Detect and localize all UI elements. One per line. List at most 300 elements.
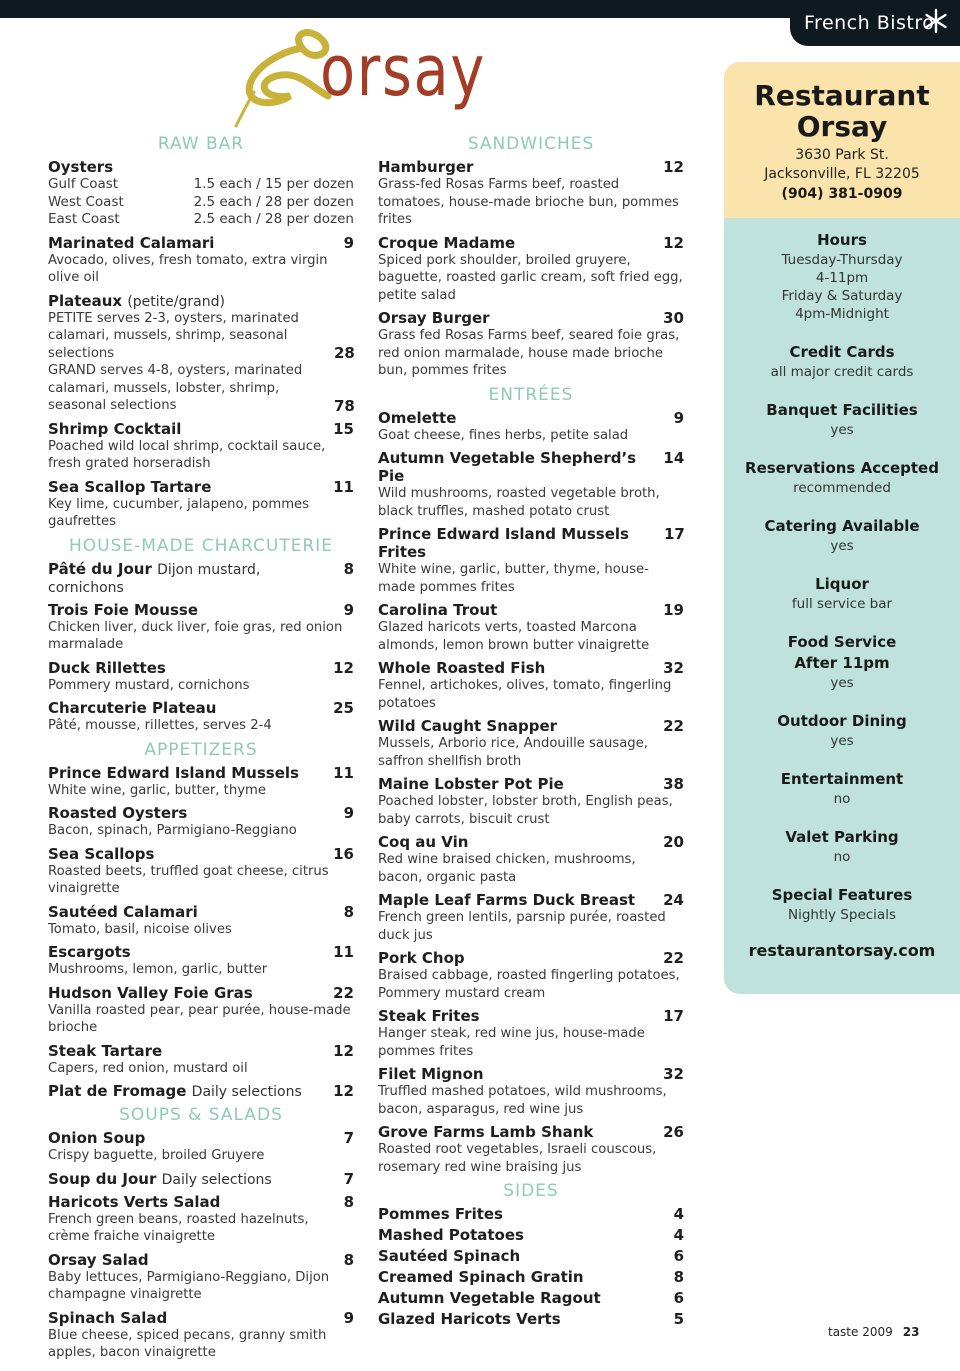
menu-item-name — [48, 158, 113, 176]
menu-item-header — [48, 478, 354, 496]
price-row-label: East Coast — [48, 211, 120, 227]
menu-item — [48, 601, 354, 654]
menu-item-name — [378, 234, 515, 252]
menu-item-price: 11 — [333, 943, 354, 961]
menu-item-header — [48, 699, 354, 717]
menu-item-title: Sea Scallop Tartare — [48, 477, 212, 496]
menu-item-description: Baby lettuces, Parmigiano-Reggiano, Dijon champagne vinaigrette — [48, 1269, 330, 1302]
menu-item-note: Daily selections — [191, 1084, 302, 1100]
menu-item-price: 15 — [333, 419, 354, 438]
menu-item-header — [378, 1226, 684, 1244]
section-title: ENTRÉES — [488, 384, 574, 405]
menu-item-title: Croque Madame — [378, 233, 516, 252]
logo-wordmark: orsay — [320, 30, 486, 112]
menu-item — [48, 1042, 354, 1078]
menu-item-header — [48, 1042, 354, 1060]
address-city: Jacksonville, FL 32205 — [764, 166, 920, 182]
menu-item-price: 9 — [343, 804, 354, 822]
info-block — [724, 458, 960, 497]
menu-item-header — [378, 775, 684, 793]
menu-item-header — [48, 1251, 354, 1269]
menu-item — [48, 845, 354, 898]
menu-item-title: Pommes Frites — [378, 1205, 503, 1223]
menu-item-title: Shrimp Cocktail — [48, 419, 182, 438]
menu-item-price: 9 — [343, 600, 354, 619]
menu-item-title: Roasted Oysters — [48, 804, 188, 822]
info-title: Valet Parking — [785, 828, 899, 846]
info-value: no — [833, 791, 851, 807]
menu-item-description: Avocado, olives, fresh tomato, extra virgin olive oil — [48, 252, 328, 285]
menu-item-title: Charcuterie Plateau — [48, 699, 217, 717]
menu-item-name — [378, 891, 635, 909]
menu-item-price: 12 — [663, 233, 684, 252]
menu-item-header — [378, 891, 684, 909]
menu-item-note: Daily selections — [161, 1171, 272, 1188]
menu-item-price: 14 — [663, 449, 685, 467]
menu-item-name — [378, 1310, 561, 1328]
price-row-value: 1.5 each / 15 per dozen — [193, 176, 354, 192]
info-block — [724, 400, 960, 439]
menu-item-header — [48, 158, 354, 176]
menu-item-header — [378, 158, 684, 176]
menu-item-price: 16 — [333, 844, 354, 863]
menu-item-description: Mushrooms, lemon, garlic, butter — [48, 962, 268, 977]
menu-item-price: 24 — [663, 891, 684, 909]
website-row — [724, 941, 960, 960]
menu-item — [48, 1170, 354, 1188]
menu-item-description: Vanilla roasted pear, pear purée, house-made brioche — [48, 1002, 351, 1035]
menu-item-price: 7 — [343, 1129, 354, 1147]
menu-item — [48, 1309, 354, 1362]
menu-item-header — [48, 984, 354, 1002]
menu-item-price: 4 — [673, 1205, 684, 1223]
menu-item-header — [48, 845, 354, 863]
menu-item-title: Prince Edward Island Mussels — [48, 763, 299, 782]
menu-item-title: Escargots — [48, 943, 131, 961]
menu-item-title: Omelette — [378, 408, 457, 427]
menu-item-description: Red wine braised chicken, mushrooms, bacon, organic pasta — [378, 852, 636, 885]
menu-item-header — [48, 764, 354, 782]
menu-section — [378, 134, 684, 380]
menu-item — [48, 560, 354, 596]
menu-section — [48, 134, 354, 531]
menu-item-title: Coq au Vin — [378, 833, 469, 851]
menu-item-header — [378, 234, 684, 252]
menu-item — [48, 1251, 354, 1304]
menu-item — [378, 309, 684, 380]
section-title: HOUSE-MADE CHARCUTERIE — [68, 535, 334, 556]
section-title: APPETIZERS — [144, 739, 258, 760]
menu-item-description: Chicken liver, duck liver, foie gras, red onion marmalade — [48, 619, 343, 652]
menu-item-price: 17 — [663, 1007, 684, 1025]
menu-item-price: 22 — [333, 983, 354, 1002]
address-street: 3630 Park St. — [795, 147, 889, 163]
menu-item-name — [378, 1065, 484, 1083]
info-title: Reservations Accepted — [745, 459, 939, 477]
menu-item-description: Hanger steak, red wine jus, house-made pommes frites — [378, 1026, 645, 1059]
price-row-label: West Coast — [48, 193, 124, 210]
menu-item-name — [378, 1226, 524, 1244]
menu-item-name — [378, 1007, 480, 1025]
menu-item-price: 11 — [333, 763, 354, 782]
menu-item-description: Grass fed Rosas Farms beef, seared foie gras, red onion marmalade, house made brioche bun, pommes frites — [378, 328, 680, 378]
menu-item-header — [48, 1309, 354, 1327]
info-value: recommended — [793, 480, 891, 496]
menu-item-name — [378, 833, 468, 851]
menu-item-header — [378, 1310, 684, 1328]
page-number: 23 — [902, 1325, 920, 1339]
menu-item — [378, 158, 684, 229]
menu-item-title: Soup du Jour — [48, 1169, 157, 1188]
menu-item-header — [378, 1205, 684, 1223]
menu-item-description: PETITE serves 2-3, oysters, marinated calamari, mussels, shrimp, seasonal selections — [48, 310, 299, 361]
menu-item — [378, 1247, 684, 1265]
page-footer — [828, 1325, 919, 1339]
menu-item-title: Carolina Trout — [378, 601, 498, 619]
menu-item-description: Truffled mashed potatoes, wild mushrooms, bacon, asparagus, red wine jus — [378, 1084, 667, 1117]
price-row-label: Gulf Coast — [48, 176, 119, 192]
menu-item — [48, 984, 354, 1037]
restaurant-header — [724, 62, 960, 218]
menu-item — [48, 234, 354, 287]
restaurant-name-line1: Restaurant — [754, 79, 930, 112]
info-block — [724, 885, 960, 924]
menu-item-title: Orsay Burger — [378, 309, 490, 327]
menu-item-header — [378, 1007, 684, 1025]
info-title: Entertainment — [780, 770, 904, 788]
info-value: full service bar — [791, 596, 893, 612]
menu-item — [378, 1205, 684, 1223]
orsay-logo — [232, 22, 512, 132]
menu-section — [378, 385, 684, 1177]
menu-item-description: Roasted root vegetables, Israeli couscous, rosemary red wine braising jus — [378, 1142, 657, 1175]
price-row-value: 2.5 each / 28 per dozen — [193, 193, 354, 210]
menu-item-price: 6 — [673, 1247, 684, 1265]
menu-item-name — [48, 845, 154, 863]
menu-item-name — [378, 949, 465, 967]
menu-item-title: Glazed Haricots Verts — [378, 1310, 561, 1328]
menu-item-title: Mashed Potatoes — [378, 1226, 524, 1244]
menu-item-price: 26 — [663, 1123, 684, 1141]
menu-item — [378, 1268, 684, 1286]
menu-item-title: Duck Rillettes — [48, 658, 166, 677]
menu-item-header — [48, 903, 354, 921]
menu-item — [48, 1129, 354, 1165]
menu-item-name — [48, 1251, 149, 1269]
menu-item-description: White wine, garlic, butter, thyme — [48, 782, 266, 798]
menu-item-description: Mussels, Arborio rice, Andouille sausage, saffron shellfish broth — [378, 736, 648, 769]
menu-item-header — [378, 309, 684, 327]
menu-item — [378, 449, 684, 520]
menu-item-description: Capers, red onion, mustard oil — [48, 1060, 248, 1076]
menu-item-title: Hudson Valley Foie Gras — [48, 983, 253, 1002]
menu-item-title: Pâté du Jour — [48, 559, 152, 578]
price-row-value: 2.5 each / 28 per dozen — [193, 211, 354, 227]
menu-item-header — [48, 292, 354, 310]
magazine-name: taste 2009 — [828, 1325, 893, 1339]
info-title: Banquet Facilities — [766, 401, 918, 419]
info-value: no — [833, 849, 851, 865]
menu-item — [48, 1193, 354, 1246]
menu-item-price: 19 — [663, 601, 684, 619]
menu-item-description: Bacon, spinach, Parmigiano-Reggiano — [48, 823, 297, 838]
info-value: Nightly Specials — [788, 907, 896, 923]
website-link[interactable]: restaurantorsay.com — [748, 941, 936, 960]
menu-item — [378, 1310, 684, 1328]
menu-item-description: Poached lobster, lobster broth, English peas, baby carrots, biscuit crust — [378, 794, 673, 827]
menu-item — [378, 601, 684, 654]
menu-item-price: 8 — [343, 902, 354, 921]
menu-item-price: 20 — [663, 833, 684, 851]
menu-item — [48, 478, 354, 531]
menu-item-header — [378, 449, 684, 485]
menu-item-price: 38 — [663, 775, 684, 793]
menu-item-name — [378, 158, 473, 176]
menu-item-note: Dijon mustard, cornichons — [48, 561, 261, 596]
info-block — [724, 230, 960, 323]
menu-item-description: White wine, garlic, butter, thyme, house-made pommes frites — [378, 562, 649, 595]
menu-item-description: French green lentils, parsnip purée, roasted duck jus — [378, 910, 666, 943]
menu-item-price: 9 — [343, 233, 354, 252]
menu-item-title: Pork Chop — [378, 949, 465, 967]
menu-item-name — [378, 309, 490, 327]
menu-item-name — [48, 984, 253, 1002]
menu-item-title: Oysters — [48, 158, 114, 176]
menu-item-title: Creamed Spinach Gratin — [378, 1268, 584, 1286]
info-title: Hours — [817, 231, 867, 249]
menu-item-name — [48, 292, 225, 310]
menu-item-name — [48, 420, 181, 438]
menu-item-header — [48, 804, 354, 822]
section-title: SANDWICHES — [467, 134, 595, 154]
price-row — [48, 194, 354, 212]
menu-item-title: Autumn Vegetable Ragout — [378, 1289, 601, 1307]
menu-section — [48, 740, 354, 1101]
info-value: 4pm-Midnight — [795, 306, 889, 322]
info-value: 4-11pm — [815, 270, 869, 286]
menu-item-description: GRAND serves 4-8, oysters, marinated calamari, mussels, lobster, shrimp, seasonal selections — [48, 363, 303, 413]
menu-item-header — [378, 717, 684, 735]
menu-item-price: 12 — [333, 1082, 354, 1100]
menu-item-description: Pâté, mousse, rillettes, serves 2-4 — [48, 718, 272, 733]
menu-item-description: Blue cheese, spiced pecans, granny smith apples, bacon vinaigrette — [48, 1327, 327, 1360]
menu-item-header — [48, 601, 354, 619]
menu-item-name — [48, 1170, 272, 1188]
menu-item-price: 25 — [333, 699, 354, 717]
menu-item-price: 8 — [343, 1192, 354, 1211]
menu-section — [48, 1105, 354, 1362]
menu-item — [378, 717, 684, 770]
menu-item-price: 78 — [334, 396, 355, 415]
menu-item — [378, 409, 684, 445]
menu-item-name — [48, 659, 166, 677]
menu-item-title: Sautéed Spinach — [378, 1247, 521, 1265]
info-block — [724, 711, 960, 750]
priced-description — [48, 310, 354, 363]
menu-item — [378, 1226, 684, 1244]
menu-item-title: Sea Scallops — [48, 844, 155, 863]
category-tab — [790, 0, 960, 46]
menu-item-price: 12 — [333, 658, 354, 677]
menu-item-description: Key lime, cucumber, jalapeno, pommes gaufrettes — [48, 496, 310, 529]
section-title: SIDES — [503, 1181, 559, 1201]
menu-item-title: Prince Edward Island Mussels Frites — [378, 525, 629, 561]
menu-item-description: Goat cheese, fines herbs, petite salad — [378, 427, 629, 443]
menu-item — [378, 949, 684, 1002]
menu-item-price: 8 — [343, 1250, 354, 1269]
menu-item-title: Whole Roasted Fish — [378, 659, 546, 677]
menu-column-left — [48, 134, 354, 1367]
menu-item-title: Marinated Calamari — [48, 233, 215, 252]
menu-item — [378, 525, 684, 596]
menu-item-header — [378, 409, 684, 427]
menu-item-name — [48, 1082, 302, 1100]
info-title: Liquor — [815, 575, 869, 593]
menu-item-name — [378, 525, 664, 561]
menu-item-name — [378, 1268, 584, 1286]
category-label: French Bistro — [804, 12, 935, 34]
menu-item-name — [378, 1205, 503, 1223]
menu-item-header — [378, 1065, 684, 1083]
menu-item — [48, 659, 354, 695]
info-value: Tuesday-Thursday — [781, 252, 903, 268]
menu-item-price: 8 — [343, 559, 354, 578]
menu-item — [378, 775, 684, 828]
menu-item-description: Poached wild local shrimp, cocktail sauce, fresh grated horseradish — [48, 438, 326, 471]
menu-item-name — [378, 1123, 593, 1141]
menu-item-description: Wild mushrooms, roasted vegetable broth, black truffles, mashed potato crust — [378, 486, 660, 519]
menu-item-title: Steak Tartare — [48, 1041, 163, 1060]
menu-item-name — [48, 764, 299, 782]
menu-item-header — [48, 659, 354, 677]
info-block — [724, 827, 960, 866]
menu-item-description: Glazed haricots verts, toasted Marcona almonds, lemon brown butter vinaigrette — [378, 620, 650, 653]
menu-item-title: Onion Soup — [48, 1129, 146, 1147]
menu-item-title: Maple Leaf Farms Duck Breast — [378, 891, 636, 909]
info-value: yes — [830, 538, 854, 554]
menu-item — [378, 833, 684, 886]
menu-item-description: Crispy baguette, broiled Gruyere — [48, 1148, 265, 1163]
info-value: all major credit cards — [770, 364, 914, 380]
menu-item-name — [378, 717, 557, 735]
menu-item-description: Pommery mustard, cornichons — [48, 677, 250, 693]
menu-item — [48, 292, 354, 415]
restaurant-name-line2: Orsay — [796, 110, 888, 143]
menu-item-title: Grove Farms Lamb Shank — [378, 1123, 594, 1141]
menu-item-title: Haricots Verts Salad — [48, 1192, 221, 1211]
price-row — [48, 211, 354, 229]
menu-item-header — [48, 560, 354, 596]
menu-item-title: Trois Foie Mousse — [48, 600, 198, 619]
menu-item-description: French green beans, roasted hazelnuts, crème fraiche vinaigrette — [48, 1211, 309, 1244]
menu-item-header — [378, 1247, 684, 1265]
section-title: SOUPS & SALADS — [119, 1105, 283, 1125]
menu-item-name — [48, 1193, 220, 1211]
menu-item — [378, 659, 684, 712]
menu-item-price: 22 — [663, 717, 684, 735]
menu-item-name — [378, 601, 497, 619]
menu-item-price: 30 — [663, 309, 684, 327]
menu-item-header — [378, 1289, 684, 1307]
menu-item-name — [48, 234, 214, 252]
menu-item — [48, 804, 354, 840]
menu-item-name — [378, 659, 545, 677]
menu-item-price: 4 — [673, 1226, 684, 1244]
menu-item-name — [48, 1129, 145, 1147]
menu-item-price: 32 — [663, 1065, 684, 1083]
menu-item-header — [378, 1268, 684, 1286]
menu-item-name — [48, 1309, 167, 1327]
info-title: Food Service After 11pm — [787, 633, 897, 672]
menu-item-title: Steak Frites — [378, 1007, 480, 1025]
section-title: RAW BAR — [157, 134, 245, 154]
menu-item-header — [378, 659, 684, 677]
menu-section — [378, 1181, 684, 1328]
menu-item-price: 9 — [343, 1308, 354, 1327]
info-value: yes — [830, 675, 854, 691]
menu-item-title: Wild Caught Snapper — [378, 717, 558, 735]
menu-item-name — [48, 699, 216, 717]
menu-item-title: Plat de Fromage — [48, 1082, 187, 1100]
menu-item-header — [378, 833, 684, 851]
menu-item-name — [378, 775, 564, 793]
info-title: Special Features — [771, 886, 913, 904]
info-block — [724, 342, 960, 381]
menu-item-header — [48, 1170, 354, 1188]
menu-item-name — [48, 478, 211, 496]
menu-item-name — [48, 943, 131, 961]
menu-item — [378, 1289, 684, 1307]
menu-item-header — [48, 234, 354, 252]
menu-item-title: Maine Lobster Pot Pie — [378, 775, 564, 793]
menu-item — [378, 1123, 684, 1176]
menu-item-price: 12 — [663, 158, 684, 176]
menu-item-header — [48, 1082, 354, 1100]
menu-item — [48, 420, 354, 473]
menu-item-name — [378, 449, 663, 485]
menu-item-header — [378, 949, 684, 967]
menu-item-price: 11 — [333, 477, 354, 496]
menu-item-header — [378, 525, 684, 561]
info-list — [724, 218, 960, 924]
info-title: Credit Cards — [789, 343, 895, 361]
menu-item-name — [378, 1247, 520, 1265]
menu-item-price: 6 — [673, 1289, 684, 1307]
info-title: Outdoor Dining — [777, 712, 907, 730]
menu-item — [378, 891, 684, 944]
menu-item-header — [48, 943, 354, 961]
menu-item-name — [48, 804, 187, 822]
menu-item-header — [378, 1123, 684, 1141]
menu-item-price: 8 — [673, 1268, 684, 1286]
menu-item-title: Plateaux — [48, 291, 123, 310]
menu-item — [378, 234, 684, 305]
menu-item-description: Braised cabbage, roasted fingerling potatoes, Pommery mustard cream — [378, 968, 680, 1001]
menu-item-name — [48, 560, 334, 596]
menu-item-description: Fennel, artichokes, olives, tomato, fingerling potatoes — [378, 678, 672, 711]
menu-item-name — [378, 409, 456, 427]
info-block — [724, 516, 960, 555]
menu-item-title: Filet Mignon — [378, 1065, 484, 1083]
menu-item — [378, 1065, 684, 1118]
menu-item — [48, 699, 354, 735]
menu-item — [378, 1007, 684, 1060]
menu-item-name — [48, 1042, 162, 1060]
menu-item-title: Sautéed Calamari — [48, 902, 198, 921]
menu-item-description: Spiced pork shoulder, broiled gruyere, baguette, roasted garlic cream, soft fried egg, petite salad — [378, 252, 683, 303]
menu-item — [48, 943, 354, 979]
menu-item — [48, 903, 354, 939]
